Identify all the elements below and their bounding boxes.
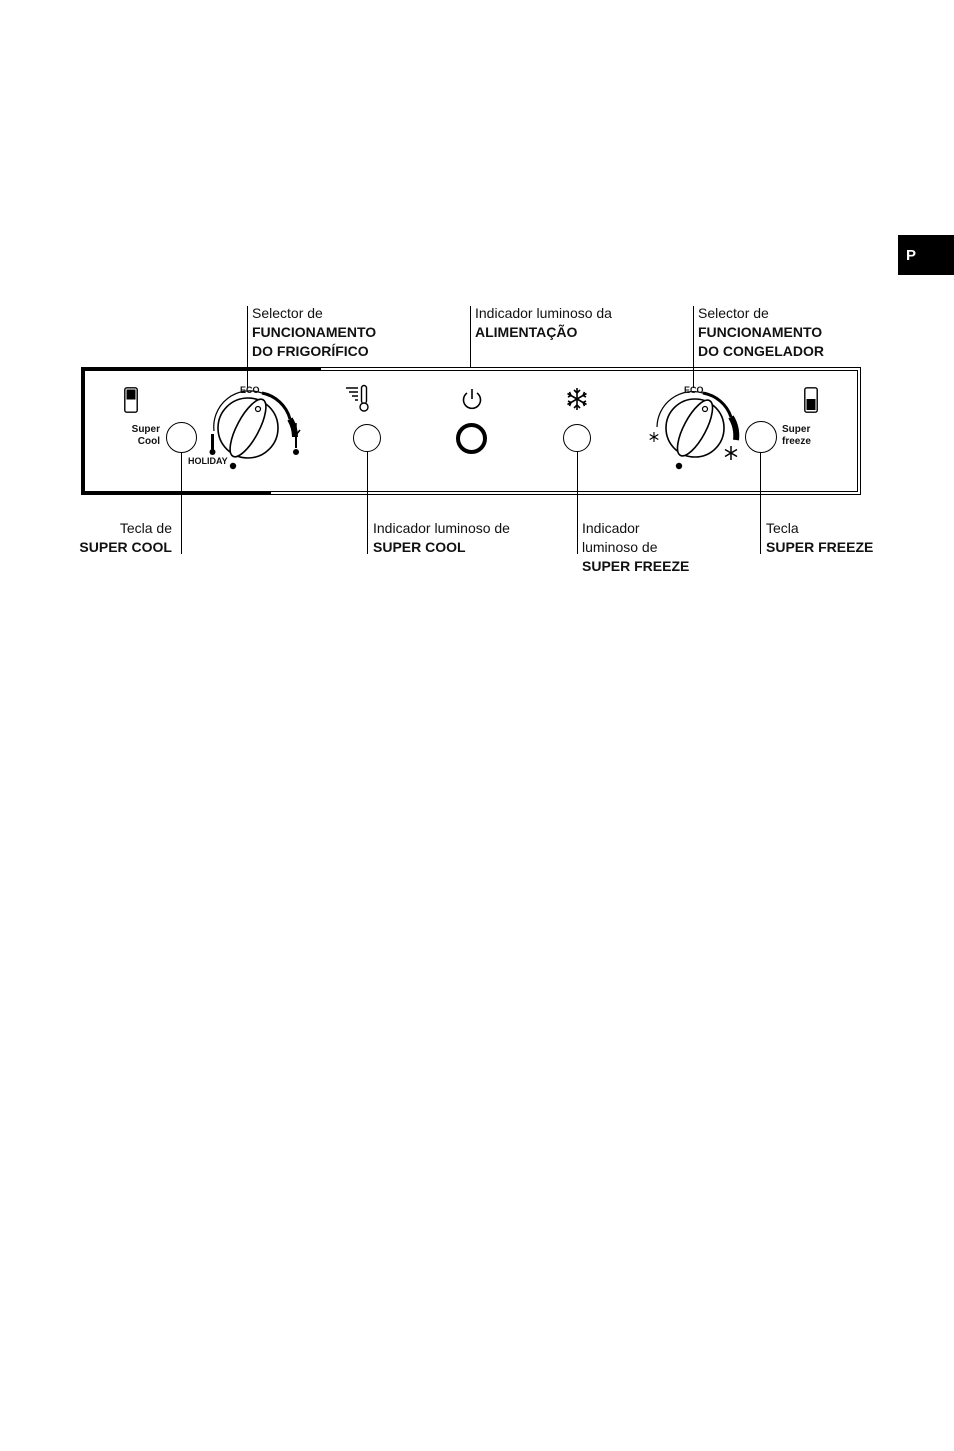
callout-line: Selector de <box>252 305 323 321</box>
label-line: Cool <box>137 436 160 447</box>
power-indicator-lamp <box>456 423 487 454</box>
super-freeze-key-callout <box>766 519 873 557</box>
thermometer-cool-icon <box>344 384 372 412</box>
power-indicator-leader <box>470 306 471 368</box>
super-freeze-button[interactable] <box>745 421 777 453</box>
snowflake-icon <box>565 387 589 411</box>
super-freeze-indicator-lamp <box>563 424 591 452</box>
callout-line: Selector de <box>698 305 769 321</box>
callout-line: Indicador luminoso da <box>475 305 612 321</box>
callout-line: SUPER FREEZE <box>582 558 690 574</box>
super-cool-panel-label <box>120 424 160 448</box>
callout-line: SUPER FREEZE <box>766 539 874 555</box>
super-cool-indicator-leader <box>367 452 368 554</box>
page-tab: P <box>898 235 954 275</box>
super-freeze-panel-label <box>782 424 811 448</box>
holiday-label: HOLIDAY <box>188 456 228 466</box>
callout-line: Indicador luminoso de <box>373 520 510 536</box>
label-line: freeze <box>782 436 811 447</box>
callout-line: luminoso de <box>582 539 658 555</box>
super-cool-indicator-callout <box>373 519 510 557</box>
freezer-selector-callout <box>698 304 824 361</box>
callout-line: FUNCIONAMENTO <box>698 324 823 340</box>
callout-line: SUPER COOL <box>79 539 172 555</box>
callout-line: DO FRIGORÍFICO <box>252 343 369 359</box>
callout-line: DO CONGELADOR <box>698 343 824 359</box>
callout-line: Indicador <box>582 520 640 536</box>
panel-edge <box>81 491 271 495</box>
super-cool-indicator-lamp <box>353 424 381 452</box>
callout-line: Tecla de <box>119 520 172 536</box>
freezer-dial[interactable] <box>645 385 750 475</box>
callout-line: FUNCIONAMENTO <box>252 324 377 340</box>
panel-edge <box>81 367 85 495</box>
freezer-icon <box>804 387 818 413</box>
super-freeze-indicator-callout <box>582 519 689 576</box>
super-freeze-indicator-leader <box>577 452 578 554</box>
eco-label-fridge: ECO <box>240 385 260 395</box>
super-cool-button[interactable] <box>166 422 197 453</box>
callout-line: Tecla <box>766 520 799 536</box>
callout-line: SUPER COOL <box>373 539 466 555</box>
callout-line: ALIMENTAÇÃO <box>475 324 578 340</box>
label-line: Super <box>131 424 160 435</box>
fridge-selector-callout <box>252 304 376 361</box>
power-indicator-callout <box>475 304 612 342</box>
super-freeze-key-leader <box>760 453 761 554</box>
super-cool-key-leader <box>181 453 182 554</box>
super-cool-key-callout <box>20 519 172 557</box>
label-line: Super <box>782 424 811 435</box>
fridge-icon <box>124 387 138 413</box>
power-icon <box>460 387 484 411</box>
panel-edge <box>81 367 321 371</box>
eco-label-freezer: ECO <box>684 385 704 395</box>
